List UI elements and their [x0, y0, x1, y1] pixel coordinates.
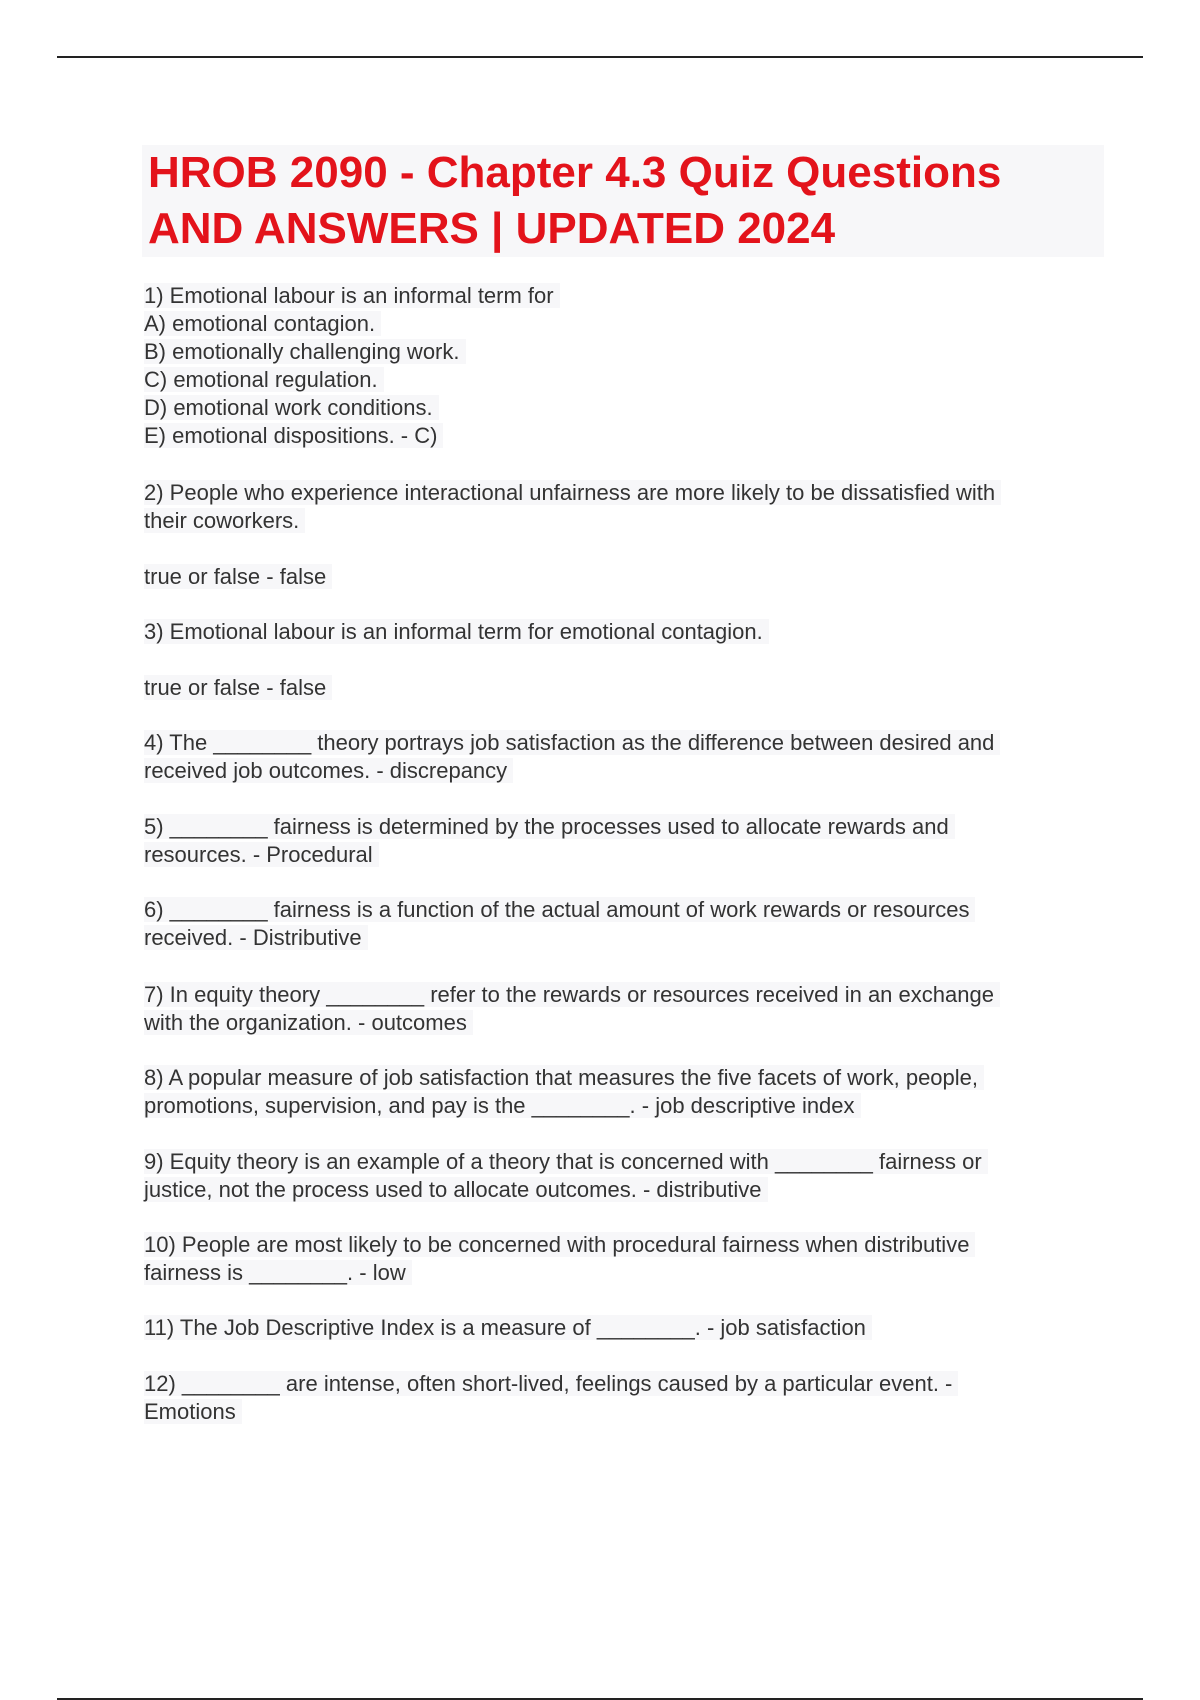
title-line-2: AND ANSWERS | UPDATED 2024 [148, 204, 836, 253]
question-text: their coworkers. [144, 508, 305, 533]
question-text: 9) Equity theory is an example of a theory that is concerned with ________ fairness or [144, 1149, 988, 1174]
question-text: with the organization. - outcomes [144, 1010, 473, 1035]
answer-text: true or false - false [144, 675, 332, 700]
question-text: promotions, supervision, and pay is the ________. - job descriptive index [144, 1093, 861, 1118]
document-title [142, 145, 1104, 257]
question-text: 11) The Job Descriptive Index is a measure of ________. - job satisfaction [144, 1315, 872, 1340]
question-text: 12) ________ are intense, often short-lived, feelings caused by a particular event. - [144, 1371, 958, 1396]
question-8 [144, 1064, 984, 1120]
question-text: 7) In equity theory ________ refer to the rewards or resources received in an exchange [144, 982, 1000, 1007]
question-text: fairness is ________. - low [144, 1260, 412, 1285]
question-text: 3) Emotional labour is an informal term for emotional contagion. [144, 619, 769, 644]
question-text: resources. - Procedural [144, 842, 379, 867]
question-text: Emotions [144, 1399, 242, 1424]
option-a: A) emotional contagion. [144, 311, 381, 336]
question-3 [144, 618, 769, 646]
question-5 [144, 813, 955, 869]
title-line-1: HROB 2090 - Chapter 4.3 Quiz Questions [148, 148, 1002, 197]
answer-text: true or false - false [144, 564, 332, 589]
question-text: 10) People are most likely to be concerned with procedural fairness when distributive [144, 1232, 975, 1257]
question-text: 5) ________ fairness is determined by the processes used to allocate rewards and [144, 814, 955, 839]
question-9 [144, 1148, 988, 1204]
top-rule [57, 56, 1143, 58]
question-text: 1) Emotional labour is an informal term for [144, 283, 560, 308]
question-6 [144, 896, 975, 952]
question-2 [144, 479, 1001, 535]
answer-3 [144, 674, 332, 702]
question-text: received job outcomes. - discrepancy [144, 758, 513, 783]
question-text: 8) A popular measure of job satisfaction that measures the five facets of work, people, [144, 1065, 984, 1090]
question-text: 6) ________ fairness is a function of the actual amount of work rewards or resources [144, 897, 975, 922]
question-4 [144, 729, 1000, 785]
option-e-answer: E) emotional dispositions. - C) [144, 423, 443, 448]
question-text: 2) People who experience interactional unfairness are more likely to be dissatisfied with [144, 480, 1001, 505]
answer-2 [144, 563, 332, 591]
option-d: D) emotional work conditions. [144, 395, 439, 420]
option-b: B) emotionally challenging work. [144, 339, 466, 364]
question-11 [144, 1314, 872, 1342]
question-12 [144, 1370, 958, 1426]
question-10 [144, 1231, 975, 1287]
question-text: 4) The ________ theory portrays job satisfaction as the difference between desired and [144, 730, 1000, 755]
question-text: received. - Distributive [144, 925, 368, 950]
question-7 [144, 981, 1000, 1037]
option-c: C) emotional regulation. [144, 367, 384, 392]
question-1 [144, 282, 560, 450]
question-text: justice, not the process used to allocate outcomes. - distributive [144, 1177, 768, 1202]
